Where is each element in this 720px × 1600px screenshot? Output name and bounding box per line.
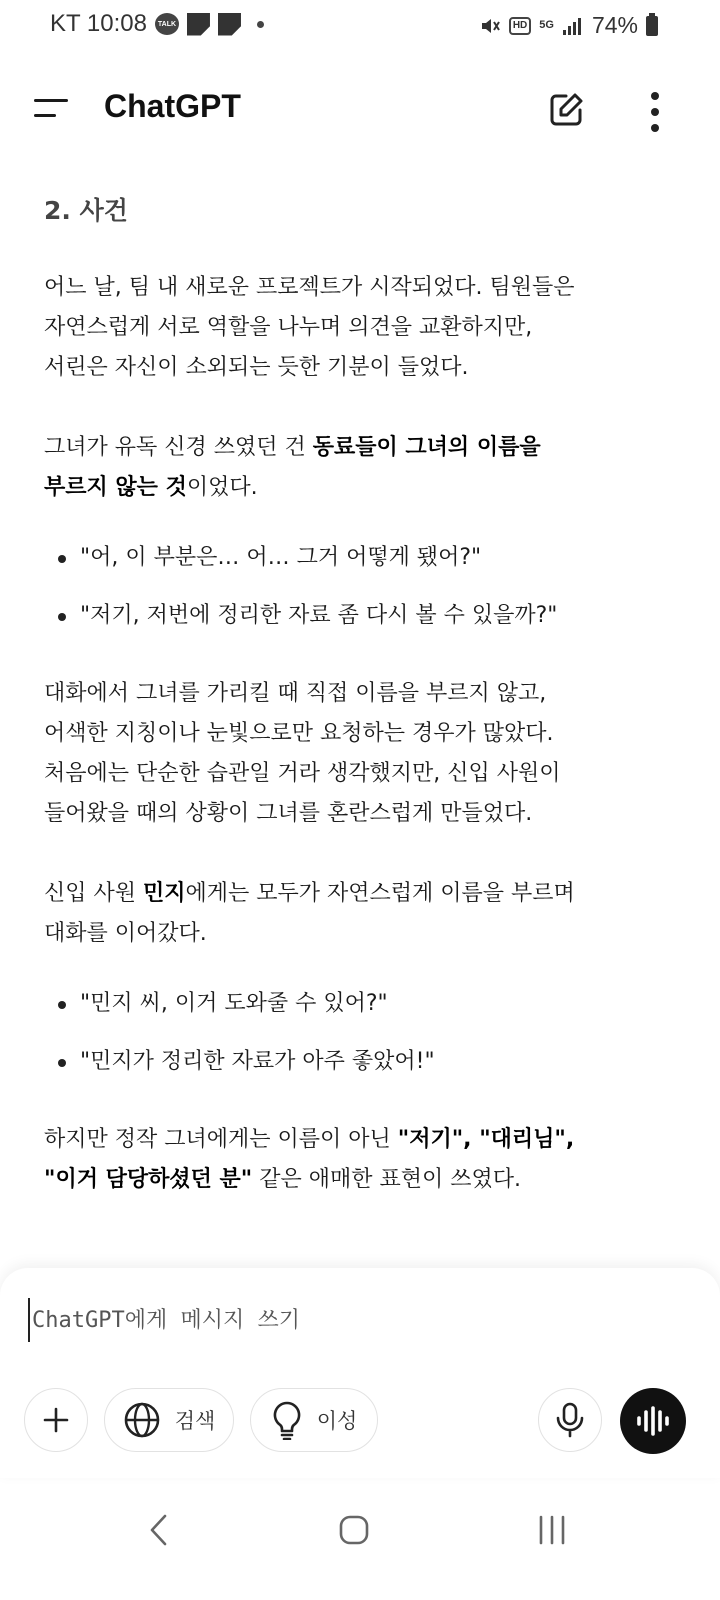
list-item: "민지가 정리한 자료가 아주 좋았어!" — [44, 1042, 674, 1082]
paragraph-1: 어느 날, 팀 내 새로운 프로젝트가 시작되었다. 팀원들은 자연스럽게 서로 역할을 나누며 의견을 교환하지만, 서린은 자신이 소외되는 듯한 기분이 들었다. — [44, 275, 575, 380]
attach-button[interactable] — [24, 1388, 88, 1452]
list-item: "민지 씨, 이거 도와줄 수 있어?" — [44, 984, 674, 1024]
mic-button[interactable] — [538, 1388, 602, 1452]
reason-button[interactable] — [250, 1388, 378, 1452]
p2-text: 그녀가 유독 신경 쓰였던 건 — [44, 435, 313, 460]
status-bar — [0, 0, 720, 56]
message-input[interactable] — [28, 1298, 668, 1342]
reason-label: 이성 — [316, 1409, 358, 1433]
home-button[interactable] — [324, 1500, 384, 1560]
composer — [0, 1268, 720, 1478]
edit-icon — [546, 90, 586, 130]
note-icon-2 — [218, 13, 241, 36]
p4-bold: 민지 — [143, 881, 186, 906]
back-icon — [147, 1513, 169, 1547]
message-content — [44, 190, 674, 1240]
search-button[interactable] — [104, 1388, 234, 1452]
new-chat-button[interactable] — [546, 90, 586, 130]
battery-icon — [646, 16, 658, 36]
recents-button[interactable] — [522, 1500, 582, 1560]
network-5g-icon: 5G — [539, 19, 554, 31]
menu-button[interactable] — [34, 96, 74, 126]
signal-icon — [562, 16, 584, 36]
home-icon — [338, 1514, 370, 1546]
mic-icon — [555, 1402, 585, 1438]
hd-icon: HD — [509, 17, 531, 35]
menu-icon-line — [34, 114, 56, 117]
lightbulb-icon — [271, 1400, 303, 1440]
mute-icon — [479, 15, 501, 37]
list-item: "어, 이 부분은… 어… 그거 어떻게 됐어?" — [44, 538, 674, 578]
globe-icon — [123, 1401, 161, 1439]
more-notifications-dot — [257, 21, 264, 28]
battery-percent: 74% — [591, 12, 638, 38]
list-item: "저기, 저번에 정리한 자료 좀 다시 볼 수 있을까?" — [44, 596, 674, 636]
p5-text-end: 같은 애매한 표현이 쓰였다. — [252, 1167, 522, 1192]
plus-icon — [42, 1406, 70, 1434]
p4-text-end: 에게는 모두가 자연스럽게 이름을 부르며 대화를 이어갔다. — [44, 881, 575, 946]
app-title: ChatGPT — [104, 88, 241, 124]
paragraph-3: 대화에서 그녀를 가리킬 때 직접 이름을 부르지 않고, 어색한 지칭이나 눈빛으로만 요청하는 경우가 많았다. 처음에는 단순한 습관일 거라 생각했지만, 신입 사원이 들어왔을 때의 상황이 그녀를 혼란스럽게 만들었다. — [44, 681, 561, 826]
p2-text-end: 이었다. — [186, 475, 258, 500]
more-options-button[interactable] — [640, 90, 670, 134]
paragraph-5 — [44, 1120, 674, 1200]
carrier-time: KT 10:08 — [50, 10, 147, 37]
recents-icon — [537, 1515, 567, 1545]
section-heading: 2. 사건 — [44, 196, 128, 225]
p5-bold: "저기", "대리님", "이거 담당하셨던 분" — [44, 1127, 575, 1192]
menu-icon — [34, 99, 68, 102]
note-icon — [187, 13, 210, 36]
status-right — [479, 12, 658, 39]
voice-wave-icon — [636, 1406, 670, 1436]
app-header — [0, 70, 720, 150]
more-vert-icon — [640, 90, 670, 134]
quote-list-1 — [44, 538, 674, 636]
search-label: 검색 — [174, 1409, 216, 1433]
system-nav-bar — [0, 1480, 720, 1600]
quote-list-2 — [44, 984, 674, 1082]
talk-icon: TALK — [155, 13, 179, 35]
paragraph-2 — [44, 428, 674, 508]
p4-text: 신입 사원 — [44, 881, 143, 906]
status-left — [50, 10, 264, 38]
voice-mode-button[interactable] — [620, 1388, 686, 1454]
p5-text: 하지만 정작 그녀에게는 이름이 아닌 — [44, 1127, 398, 1152]
paragraph-4 — [44, 874, 674, 954]
p2-bold: 동료들이 그녀의 이름을 부르지 않는 것 — [44, 435, 541, 500]
back-button[interactable] — [128, 1500, 188, 1560]
